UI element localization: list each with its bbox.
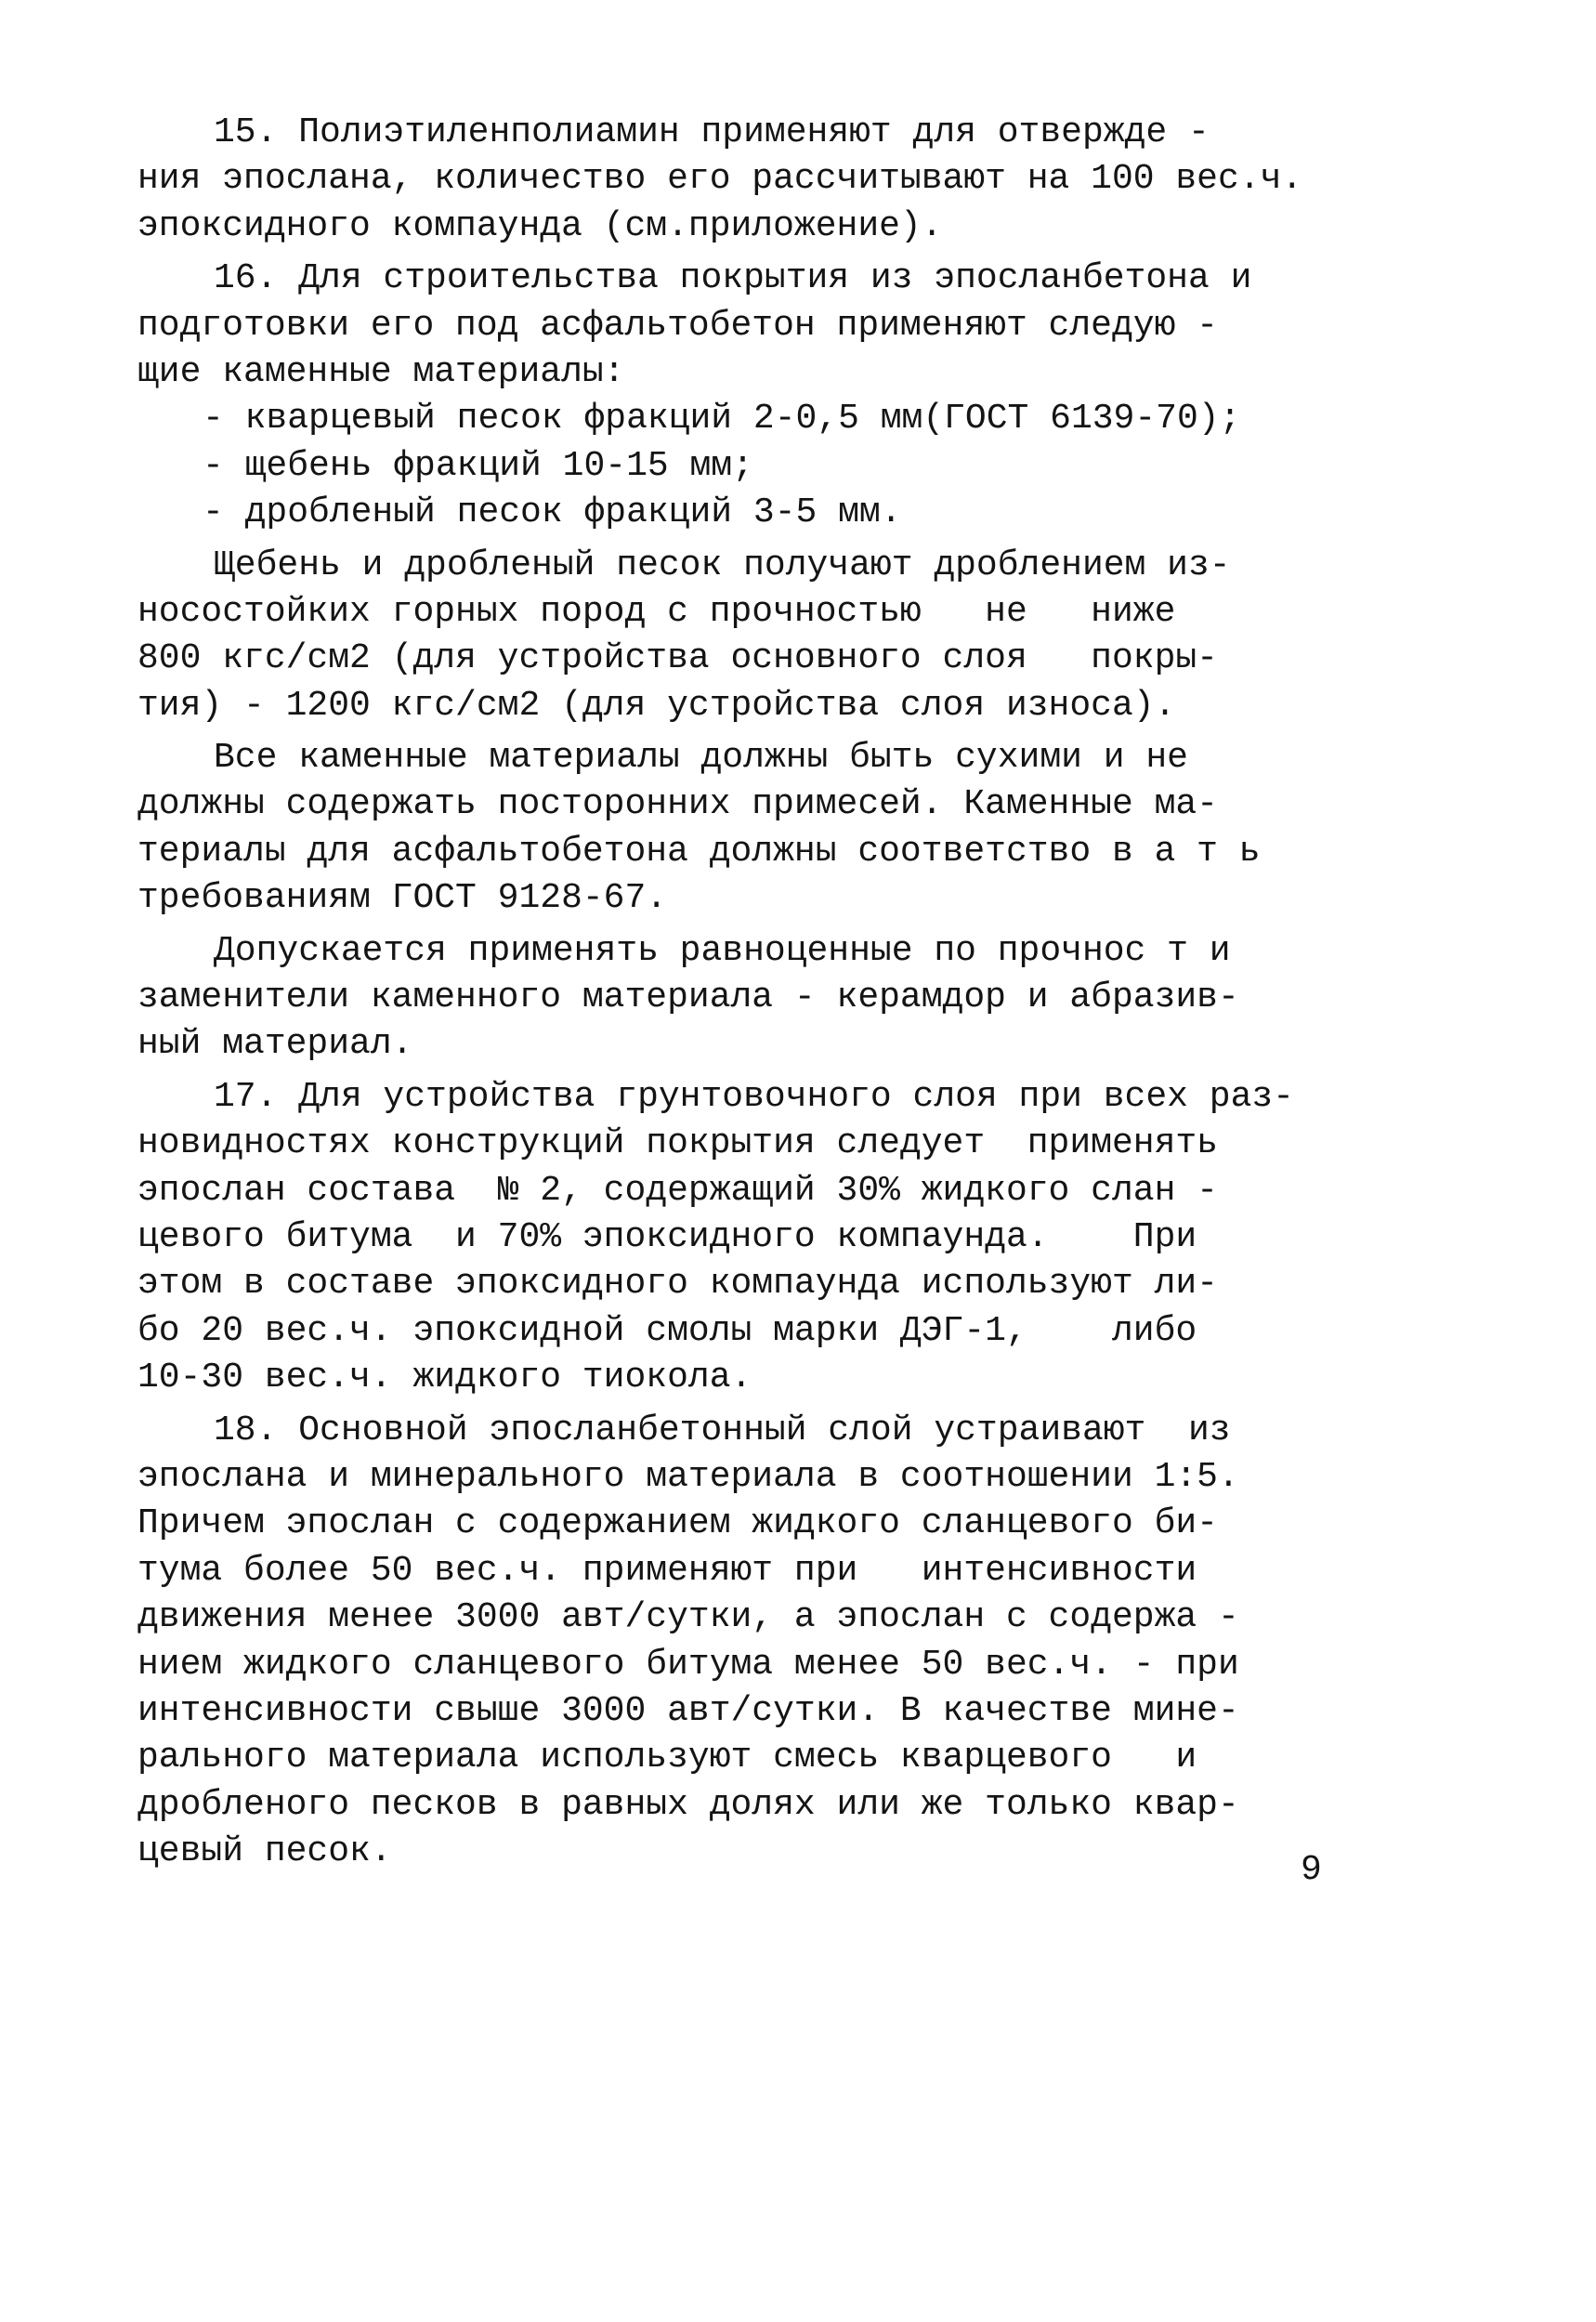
text-line-35: рального материала используют смесь кварцевого и [137, 1738, 1197, 1778]
text-line-19: заменители каменного материала - керамдор и абразив- [137, 977, 1239, 1018]
text-line-5: подготовки его под асфальтобетон применяют следую - [137, 305, 1218, 346]
text-line-25: этом в составе эпоксидного компаунда используют ли- [137, 1264, 1218, 1305]
text-line-37: цевый песок. [137, 1831, 392, 1872]
text-line-36: дробленого песков в равных долях или же только квар- [137, 1784, 1239, 1825]
text-line-27: 10-30 вес.ч. жидкого тиокола. [137, 1358, 752, 1398]
text-line-10: Щебень и дробленый песок получают дроблением из- [214, 544, 1231, 585]
text-line-30: Причем эпослан с содержанием жидкого сланцевого би- [137, 1503, 1218, 1544]
text-line-17: требованиям ГОСТ 9128-67. [137, 878, 668, 919]
text-line-21: 17. Для устройства грунтовочного слоя при всех раз- [214, 1076, 1294, 1117]
text-line-16: териалы для асфальтобетона должны соответство в а т ь [137, 831, 1261, 872]
text-line-2: ния эпослана, количество его рассчитывают на 100 вес.ч. [137, 159, 1303, 200]
text-line-34: интенсивности свыше 3000 авт/сутки. В качестве мине- [137, 1690, 1239, 1731]
text-line-23: эпослан состава № 2, содержащий 30% жидкого слан - [137, 1170, 1218, 1211]
list-item-quartz-sand: - кварцевый песок фракций 2-0,5 мм(ГОСТ 6139-70); [203, 399, 1241, 439]
text-line-14: Все каменные материалы должны быть сухими и не [214, 738, 1188, 779]
text-line-3: эпоксидного компаунда (см.приложение). [137, 205, 943, 246]
list-item-crushed-sand: - дробленый песок фракций 3-5 мм. [203, 492, 902, 533]
text-line-26: бо 20 вес.ч. эпоксидной смолы марки ДЭГ-1, либо [137, 1310, 1197, 1351]
text-line-6: щие каменные материалы: [137, 351, 625, 392]
text-line-33: нием жидкого сланцевого битума менее 50 вес.ч. - при [137, 1644, 1239, 1685]
text-line-11: носостойких горных пород с прочностью не ниже [137, 591, 1176, 632]
text-line-4: 16. Для строительства покрытия из эпосланбетона и [214, 258, 1252, 299]
text-line-31: тума более 50 вес.ч. применяют при интенсивности [137, 1550, 1197, 1591]
text-line-29: эпослана и минерального материала в соотношении 1:5. [137, 1456, 1239, 1497]
text-line-28: 18. Основной эпосланбетонный слой устраивают из [214, 1410, 1231, 1450]
text-line-32: движения менее 3000 авт/сутки, а эпослан с содержа - [137, 1597, 1239, 1638]
text-line-15: должны содержать посторонних примесей. Каменные ма- [137, 784, 1218, 825]
text-line-18: Допускается применять равноценные по прочнос т и [214, 930, 1231, 971]
text-line-22: новидностях конструкций покрытия следует применять [137, 1123, 1218, 1164]
text-line-13: тия) - 1200 кгс/см2 (для устройства слоя износа). [137, 685, 1176, 726]
document-body [137, 110, 1354, 1875]
text-line-1: 15. Полиэтиленполиамин применяют для отвержде - [214, 112, 1210, 152]
text-line-24: цевого битума и 70% эпоксидного компаунда. При [137, 1216, 1197, 1257]
list-item-crushed-stone: - щебень фракций 10-15 мм; [203, 445, 753, 486]
text-line-20: ный материал. [137, 1024, 413, 1065]
page-number: 9 [1301, 1850, 1322, 1890]
text-line-12: 800 кгс/см2 (для устройства основного слоя покры- [137, 638, 1218, 679]
